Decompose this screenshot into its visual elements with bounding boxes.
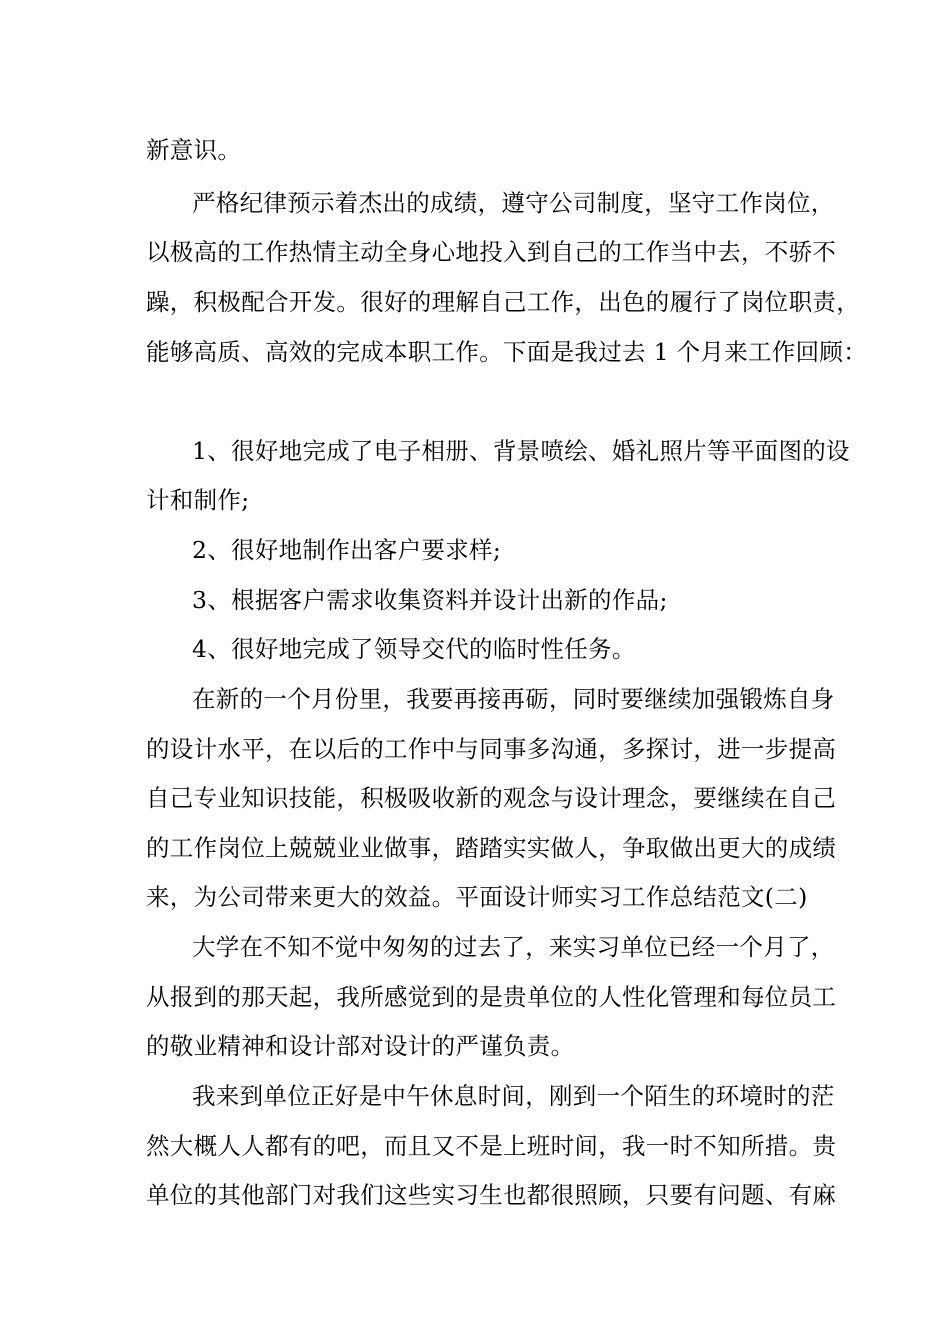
text-line: 严格纪律预示着杰出的成绩，遵守公司制度，坚守工作岗位， <box>192 189 835 217</box>
text-line: 的工作岗位上兢兢业业做事，踏踏实实做人，争取做出更大的成绩 <box>146 834 837 862</box>
list-item: 2、很好地制作出客户要求样; <box>192 536 502 564</box>
text-line: 新意识。 <box>146 136 242 164</box>
list-item: 3、根据客户需求收集资料并设计出新的作品; <box>192 586 668 614</box>
text-line: 单位的其他部门对我们这些实习生也都很照顾，只要有问题、有麻 <box>146 1181 837 1209</box>
text-line: 能够高质、高效的完成本职工作。下面是我过去 1 个月来工作回顾： <box>146 338 867 366</box>
text-line: 以极高的工作热情主动全身心地投入到自己的工作当中去，不骄不 <box>146 238 837 266</box>
text-line: 在新的一个月份里，我要再接再砺，同时要继续加强锻炼自身 <box>192 685 835 713</box>
list-item: 4、很好地完成了领导交代的临时性任务。 <box>192 635 636 663</box>
text-line: 计和制作; <box>146 486 250 514</box>
text-line: 大学在不知不觉中匆匆的过去了，来实习单位已经一个月了， <box>192 933 835 961</box>
list-item: 1、很好地完成了电子相册、背景喷绘、婚礼照片等平面图的设 <box>192 437 850 465</box>
text-line: 自己专业知识技能，积极吸收新的观念与设计理念，要继续在自己 <box>146 784 837 812</box>
text-line: 来，为公司带来更大的效益。平面设计师实习工作总结范文(二) <box>146 883 808 911</box>
text-line: 的设计水平，在以后的工作中与同事多沟通，多探讨，进一步提高 <box>146 735 837 763</box>
text-line: 然大概人人都有的吧，而且又不是上班时间，我一时不知所措。贵 <box>146 1132 837 1160</box>
text-line: 我来到单位正好是中午休息时间，刚到一个陌生的环境时的茫 <box>192 1082 835 1110</box>
text-line: 从报到的那天起，我所感觉到的是贵单位的人性化管理和每位员工 <box>146 983 837 1011</box>
text-line: 躁，积极配合开发。很好的理解自己工作，出色的履行了岗位职责， <box>146 288 860 316</box>
text-line: 的敬业精神和设计部对设计的严谨负责。 <box>146 1032 575 1060</box>
